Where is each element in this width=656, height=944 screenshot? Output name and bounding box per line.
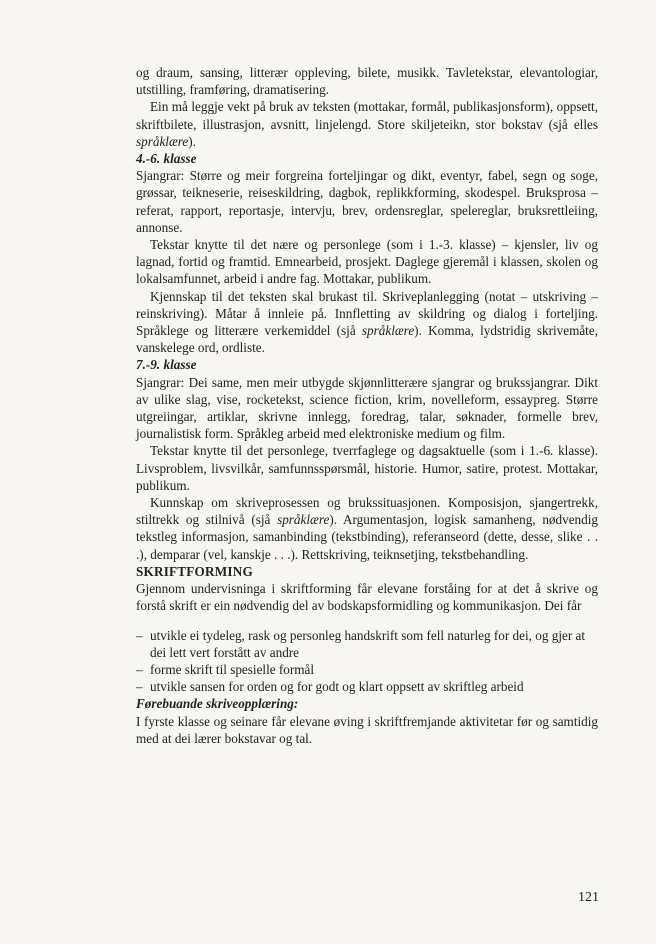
- section-heading-forebuande: Førebuande skriveopplæring:: [136, 696, 299, 712]
- grade4-6-paragraph-3-text: Kjennskap til det teksten skal brukast til. Skriveplanlegging (notat – utskriving – reinskriving). Måtar å innleie på. Innfletting av skildring og dialog i forteljing. Språklege og litterære verkemiddel (sjå: [136, 288, 598, 339]
- intro-paragraph-2-emphasis: språklære: [136, 133, 189, 149]
- grade7-9-paragraph-2: Tekstar knytte til det personlege, tverrfaglege og dagsaktuelle (som i 1.-6. klasse). Livsproblem, livsvilkår, samfunnsspørsmål, historie. Humor, satire, protest. Mottakar, publikum.: [136, 443, 598, 493]
- bullet-item: – utvikle sansen for orden og for godt og klart oppsett av skriftleg arbeid: [136, 678, 598, 695]
- grade7-9-paragraph-3: [136, 494, 598, 563]
- intro-paragraph-2: [136, 98, 598, 150]
- forebuande-paragraph-1: I fyrste klasse og seinare får elevane øving i skriftfremjande aktivitetar før og samtidig med at dei lærer bokstavar og tal.: [136, 713, 598, 746]
- grade7-9-paragraph-1: Sjangrar: Dei same, men meir utbygde skjønnlitterære sjangrar og brukssjangrar. Dikt av ulike slag, vise, rocketekst, science fiction, krim, novelleform, essaypreg. Større utgreiingar, artiklar, skrivne innlegg, foredrag, talar, søknader, formelle brev, journalistisk form. Språkleg arbeid med elektroniske medium og film.: [136, 374, 598, 442]
- section-heading-4-6: 4.-6. klasse: [136, 151, 197, 167]
- intro-paragraph-2-text: Ein må leggje vekt på bruk av teksten (mottakar, formål, publikasjonsform), oppsett, skriftbilete, illustrasjon, avsnitt, linjelengd. Store skiljeteikn, stor bokstav (sjå elles: [136, 99, 598, 132]
- grade7-9-paragraph-3-emphasis: språklære: [277, 512, 330, 528]
- intro-paragraph-1: og draum, sansing, litterær oppleving, bilete, musikk. Tavletekstar, elevantologiar, utstilling, framføring, dramatisering.: [136, 65, 598, 98]
- intro-paragraph-2-end: ).: [188, 133, 196, 149]
- section-heading-7-9: 7.-9. klasse: [136, 357, 197, 373]
- bullet-item: – forme skrift til spesielle formål: [136, 661, 598, 678]
- page-content: [136, 64, 598, 747]
- grade7-9-paragraph-3-end: ). Argumentasjon, logisk samanheng, nødvendig tekstleg informasjon, samanbinding (tekstbinding), referanseord (dette, desse, slike . . .), demparar (vel, kanskje . . .). Rettskriving, teiknsetjing, tekstbehandling.: [136, 512, 598, 562]
- grade4-6-paragraph-3: [136, 288, 598, 357]
- grade4-6-paragraph-1: Sjangrar: Større og meir forgreina forteljingar og dikt, eventyr, fabel, segn og soge, grøssar, teikneserie, reiseskildring, dagbok, replikkforming, skodespel. Bruksprosa – referat, rapport, reportasje, intervju, brev, ordensreglar, spelereglar, bruksrettleiing, annonse.: [136, 168, 598, 235]
- section-heading-skriftforming: SKRIFTFORMING: [136, 563, 253, 579]
- bullet-item: – utvikle ei tydeleg, rask og personleg handskrift som fell naturleg for dei, og gjer at dei lett vert forstått av andre: [136, 627, 598, 661]
- grade4-6-paragraph-3-emphasis: språklære: [361, 323, 415, 339]
- grade4-6-paragraph-3-end: ). Komma, lydstridig skrivemåte, vanskelege ord, ordliste.: [136, 323, 599, 356]
- page-number: 121: [578, 890, 599, 905]
- grade4-6-paragraph-2: Tekstar knytte til det nære og personlege (som i 1.-3. klasse) – kjensler, liv og lagnad, fortid og framtid. Emnearbeid, prosjekt. Daglege gjeremål i klassen, skolen og lokalsamfunnet, arbeid i andre fag. Mottakar, publikum.: [136, 237, 598, 287]
- skriftforming-paragraph-1: Gjennom undervisninga i skriftforming får elevane forståing for at det å skrive og forstå skrift er ein nødvendig del av bodskapsformidling og kommunikasjon. Dei får: [136, 581, 598, 614]
- skriftforming-bullet-list: [136, 627, 598, 696]
- grade7-9-paragraph-3-text: Kunnskap om skriveprosessen og brukssituasjonen. Komposisjon, sjangertrekk, stiltrekk og stilnivå (sjå: [136, 495, 598, 528]
